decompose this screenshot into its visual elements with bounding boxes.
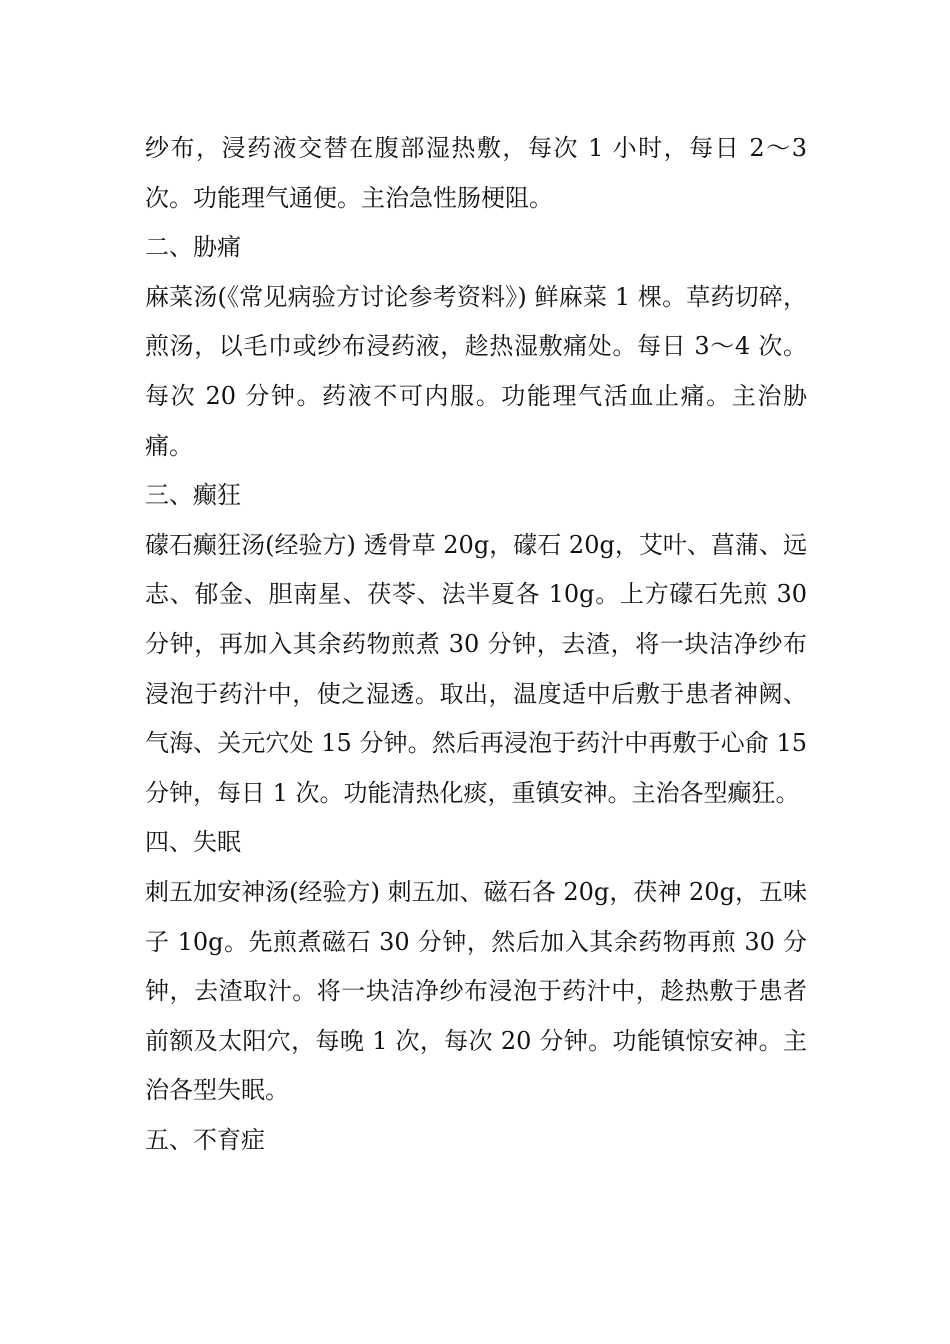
paragraph-intestinal-obstruction-continued: 纱布，浸药液交替在腹部湿热敷，每次 1 小时，每日 2～3 次。功能理气通便。主治急性肠梗阻。	[145, 134, 807, 212]
paragraph-mengshi-decoction: 礞石癫狂汤(经验方) 透骨草 20g，礞石 20g，艾叶、菖蒲、远志、郁金、胆南星、茯苓、法半夏各 10g。上方礞石先煎 30 分钟，再加入其余药物煎煮 30 分钟，去渣，将一块洁净纱布浸泡于药汁中，使之湿透。取出，温度适中后敷于患者神阙、气海、关元穴处 15 分钟。然后再浸泡于药汁中再敷于心俞 15 分钟，每日 1 次。功能清热化痰，重镇安神。主治各型癫狂。	[145, 530, 807, 807]
paragraph-ciwujia-decoction: 刺五加安神汤(经验方) 刺五加、磁石各 20g，茯神 20g，五味子 10g。先煎煮磁石 30 分钟，然后加入其余药物再煎 30 分钟，去渣取汁。将一块洁净纱布浸泡于药汁中，趁热敷于患者前额及太阳穴，每晚 1 次，每次 20 分钟。功能镇惊安神。主治各型失眠。	[145, 877, 807, 1105]
document-body	[145, 124, 807, 1165]
section-heading-infertility: 五、不育症	[145, 1125, 265, 1154]
section-heading-mania: 三、癫狂	[145, 481, 241, 510]
section-heading-insomnia: 四、失眠	[145, 828, 241, 857]
paragraph-macai-decoction: 麻菜汤(《常见病验方讨论参考资料》) 鲜麻菜 1 棵。草药切碎，煎汤，以毛巾或纱布浸药液，趁热湿敷痛处。每日 3～4 次。每次 20 分钟。药液不可内服。功能理气活血止痛。主治胁痛。	[145, 282, 807, 460]
section-heading-hypochondriac-pain: 二、胁痛	[145, 233, 241, 262]
